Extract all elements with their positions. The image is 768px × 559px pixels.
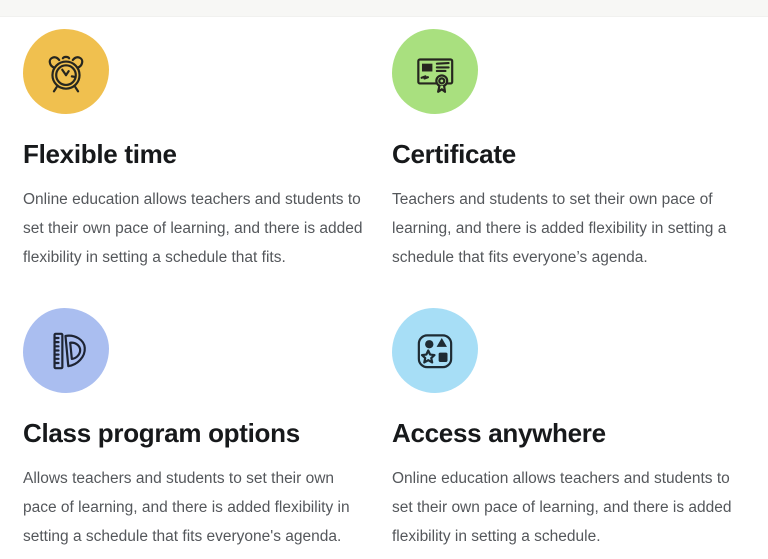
feature-card-class-program-options: [23, 308, 368, 551]
icon-badge: [23, 29, 109, 114]
icon-badge: [392, 29, 478, 114]
icon-badge: [392, 308, 478, 393]
icon-badge: [23, 308, 109, 393]
shapes-icon: [410, 326, 460, 376]
features-grid: [0, 17, 768, 551]
feature-title: Access anywhere: [392, 418, 606, 448]
feature-card-certificate: [392, 29, 737, 272]
alarm-clock-icon: [41, 47, 91, 97]
feature-title: Flexible time: [23, 139, 177, 169]
feature-description: Online education allows teachers and students to set their own pace of learning, and there is added flexibility in setting a schedule that fits.: [23, 191, 363, 266]
feature-title: Class program options: [23, 418, 300, 448]
feature-description: Allows teachers and students to set their own pace of learning, and there is added flexibility in setting a schedule that fits everyone's agenda.: [23, 470, 350, 545]
certificate-icon: [410, 47, 460, 97]
feature-title: Certificate: [392, 139, 516, 169]
ruler-protractor-icon: [41, 326, 91, 376]
feature-card-access-anywhere: [392, 308, 737, 551]
feature-description: Online education allows teachers and students to set their own pace of learning, and there is added flexibility in setting a schedule.: [392, 470, 732, 545]
feature-card-flexible-time: [23, 29, 368, 272]
feature-description: Teachers and students to set their own pace of learning, and there is added flexibility in setting a schedule that fits everyone’s agenda.: [392, 191, 727, 266]
section-divider: [0, 0, 768, 17]
